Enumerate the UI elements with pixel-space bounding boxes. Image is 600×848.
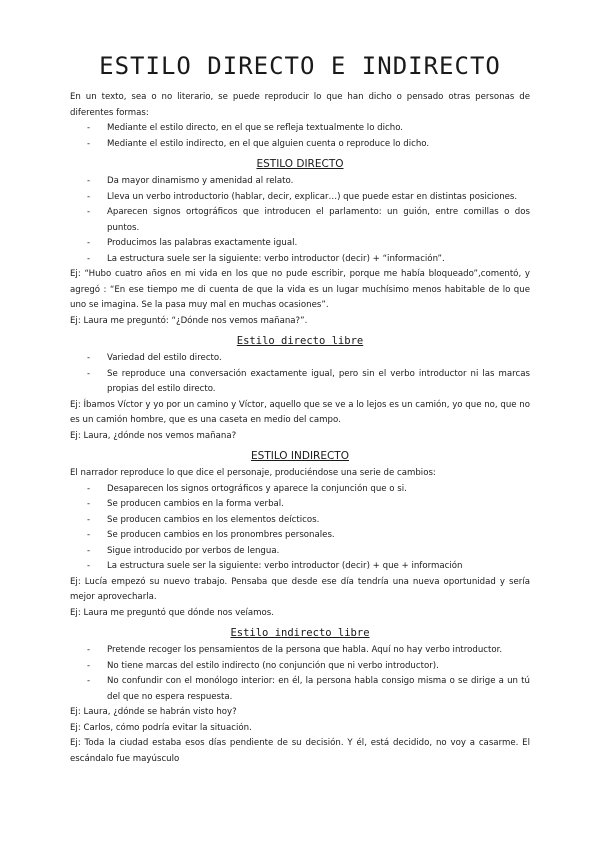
example-paragraph: Ej: Íbamos Víctor y yo por un camino y Víctor, aquello que se ve a lo lejos es un camión, yo que no, que no es un camión hombre, que es una caseta en medio del campo. (70, 399, 531, 425)
section-heading-indirecto-libre: Estilo indirecto libre (230, 627, 370, 639)
list-item: - Se producen cambios en los pronombres personales. (70, 528, 530, 544)
example-paragraph: Ej: Toda la ciudad estaba esos días pendiente de su decisión. Y él, está decidido, no voy a casarme. El escándalo fue mayúsculo (70, 738, 530, 764)
list-item: - Pretende recoger los pensamientos de la persona que habla. Aquí no hay verbo introductor. (70, 643, 530, 659)
directo-list (70, 174, 530, 267)
indirecto-libre-list (70, 643, 530, 705)
intro-paragraph: En un texto, sea o no literario, se puede reproducir lo que han dicho o pensado otras personas de diferentes formas: (70, 92, 530, 118)
list-item: - Sigue introducido por verbos de lengua. (70, 544, 530, 560)
directo-libre-list (70, 351, 530, 398)
section-heading-indirecto: ESTILO INDIRECTO (251, 450, 349, 462)
intro-list (70, 121, 530, 152)
list-item: - Mediante el estilo indirecto, en el que alguien cuenta o reproduce lo dicho. (70, 137, 530, 153)
list-item: - Se reproduce una conversación exactamente igual, pero sin el verbo introductor ni las marcas propias del estilo directo. (70, 367, 530, 398)
example-paragraph: Ej: Laura, ¿dónde se habrán visto hoy? (70, 707, 237, 717)
document-page (70, 52, 530, 767)
list-item: - Se producen cambios en los elementos deícticos. (70, 513, 530, 529)
list-item: - Variedad del estilo directo. (70, 351, 530, 367)
list-item: - La estructura suele ser la siguiente: verbo introductor (decir) + que + información (70, 559, 530, 575)
section-heading-directo-libre: Estilo directo libre (236, 335, 364, 347)
list-item: - Lleva un verbo introductorio (hablar, decir, explicar…) que puede estar en distintas posiciones. (70, 190, 530, 206)
list-item: - Desaparecen los signos ortográficos y aparece la conjunción que o si. (70, 482, 530, 498)
list-item: - No tiene marcas del estilo indirecto (no conjunción que ni verbo introductor). (70, 659, 530, 675)
example-paragraph: Ej: Laura, ¿dónde nos vemos mañana? (70, 430, 237, 441)
example-paragraph: Ej: Lucía empezó su nuevo trabajo. Pensaba que desde ese día tendría una nueva oportunidad y sería mejor aprovecharla. (70, 576, 530, 602)
list-item: - Aparecen signos ortográficos que introducen el parlamento: un guión, entre comillas o dos puntos. (70, 205, 530, 236)
example-paragraph: Ej: “Hubo cuatro años en mi vida en los que no pude escribir, porque me había bloqueado”,comentó, y agregó : “En ese tiempo me di cuenta de que la vida es un lugar muchísimo menos habitable de lo que uno se imagina. Se la pasa muy mal en muchas ocasiones”. (70, 269, 530, 310)
list-item: - No confundir con el monólogo interior: en él, la persona habla consigo misma o se dirige a un tú del que no espera respuesta. (70, 674, 530, 705)
list-item: - Se producen cambios en la forma verbal. (70, 497, 530, 513)
example-paragraph: Ej: Laura me preguntó: “¿Dónde nos vemos mañana?”. (70, 315, 308, 326)
example-paragraph: Ej: Laura me preguntó que dónde nos veíamos. (70, 607, 274, 618)
indirecto-intro: El narrador reproduce lo que dice el personaje, produciéndose una serie de cambios: (70, 468, 436, 478)
indirecto-list (70, 482, 530, 575)
list-item: - Producimos las palabras exactamente igual. (70, 236, 530, 252)
list-item: - La estructura suele ser la siguiente: verbo introductor (decir) + “información”. (70, 252, 530, 268)
list-item: - Da mayor dinamismo y amenidad al relato. (70, 174, 530, 190)
section-heading-directo: ESTILO DIRECTO (256, 158, 344, 170)
page-title: ESTILO DIRECTO E INDIRECTO (99, 52, 501, 80)
list-item: - Mediante el estilo directo, en el que se refleja textualmente lo dicho. (70, 121, 530, 137)
example-paragraph: Ej: Carlos, cómo podría evitar la situación. (70, 722, 252, 733)
